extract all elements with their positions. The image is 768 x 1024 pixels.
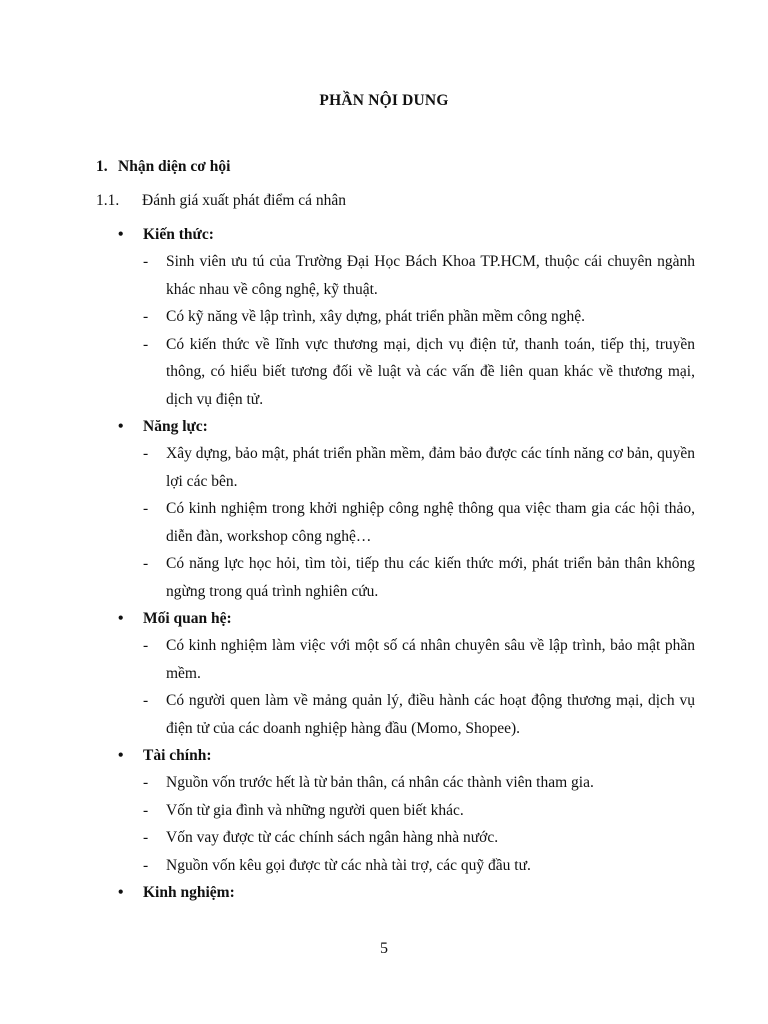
list-item — [143, 824, 695, 852]
bullet-heading-text: Kiến thức: — [143, 226, 214, 243]
section-number: 1. — [96, 158, 108, 175]
dash-icon: - — [143, 692, 149, 709]
list-item-text: Nguồn vốn trước hết là từ bản thân, cá nhân các thành viên tham gia. — [166, 774, 594, 791]
list-item-text: Vốn vay được từ các chính sách ngân hàng nhà nước. — [166, 829, 499, 846]
bullet-heading-text: Mối quan hệ: — [143, 610, 232, 627]
page-title: PHẦN NỘI DUNG — [319, 92, 449, 109]
section-title: Nhận diện cơ hội — [118, 158, 231, 175]
list-item — [143, 769, 695, 797]
subsection-title: Đánh giá xuất phát điểm cá nhân — [142, 192, 347, 209]
list-item-text: Có kinh nghiệm trong khởi nghiệp công nghệ thông qua việc tham gia các hội thảo, diễn đàn, workshop công nghệ… — [166, 500, 695, 545]
list-item — [143, 797, 695, 825]
list-item — [143, 440, 695, 495]
dash-icon: - — [143, 445, 149, 462]
list-item-text: Có kiến thức về lĩnh vực thương mại, dịch vụ điện tử, thanh toán, tiếp thị, truyền thông, có hiểu biết tương đối về luật và các vấn đề liên quan khác về thương mại, dịch vụ điện tử. — [166, 335, 695, 408]
bullet-heading-text: Tài chính: — [143, 747, 212, 764]
list-item-text: Sinh viên ưu tú của Trường Đại Học Bách Khoa TP.HCM, thuộc cái chuyên ngành khác nhau về công nghệ, kỹ thuật. — [166, 253, 695, 298]
list-item-text: Có năng lực học hỏi, tìm tòi, tiếp thu các kiến thức mới, phát triển bản thân không ngừng trong quá trình nghiên cứu. — [166, 555, 695, 600]
subsection-heading — [96, 192, 346, 210]
dash-icon: - — [143, 637, 149, 654]
subsection-number: 1.1. — [96, 192, 120, 209]
list-item — [143, 687, 695, 742]
list-item — [143, 632, 695, 687]
dash-icon: - — [143, 335, 149, 353]
dash-icon: - — [143, 500, 149, 517]
list-item — [143, 331, 695, 414]
list-item — [143, 550, 695, 605]
list-item — [143, 303, 695, 331]
page-number: 5 — [380, 940, 388, 957]
content-list — [0, 221, 768, 906]
dash-icon: - — [143, 555, 149, 572]
bullet-heading — [0, 605, 768, 632]
bullet-heading — [0, 879, 768, 906]
bullet-heading-text: Năng lực: — [143, 418, 208, 435]
bullet-heading — [0, 742, 768, 769]
dash-icon: - — [143, 253, 149, 270]
bullet-icon: • — [118, 226, 124, 243]
bullet-icon: • — [118, 610, 124, 627]
section-heading — [96, 158, 230, 176]
dash-icon: - — [143, 801, 149, 819]
list-item-text: Xây dựng, bảo mật, phát triển phần mềm, đảm bảo được các tính năng cơ bản, quyền lợi các bên. — [166, 445, 695, 490]
bullet-heading-text: Kinh nghiệm: — [143, 884, 235, 901]
bullet-icon: • — [118, 884, 124, 901]
list-item-text: Vốn từ gia đình và những người quen biết khác. — [166, 801, 464, 819]
list-item-text: Có kỹ năng về lập trình, xây dựng, phát triển phần mềm công nghệ. — [166, 308, 586, 325]
list-item-text: Có kinh nghiệm làm việc với một số cá nhân chuyên sâu về lập trình, bảo mật phần mềm. — [166, 637, 695, 682]
bullet-icon: • — [118, 418, 124, 435]
list-item — [143, 248, 695, 303]
dash-icon: - — [143, 308, 149, 325]
dash-icon: - — [143, 829, 149, 846]
list-item — [143, 495, 695, 550]
bullet-icon: • — [118, 747, 124, 764]
bullet-heading — [0, 413, 768, 440]
list-item — [143, 852, 695, 880]
dash-icon: - — [143, 774, 149, 791]
dash-icon: - — [143, 856, 149, 874]
list-item-text: Nguồn vốn kêu gọi được từ các nhà tài trợ, các quỹ đầu tư. — [166, 856, 531, 874]
list-item-text: Có người quen làm về mảng quản lý, điều hành các hoạt động thương mại, dịch vụ điện tử của các doanh nghiệp hàng đầu (Momo, Shopee). — [166, 692, 695, 737]
bullet-heading — [0, 221, 768, 248]
